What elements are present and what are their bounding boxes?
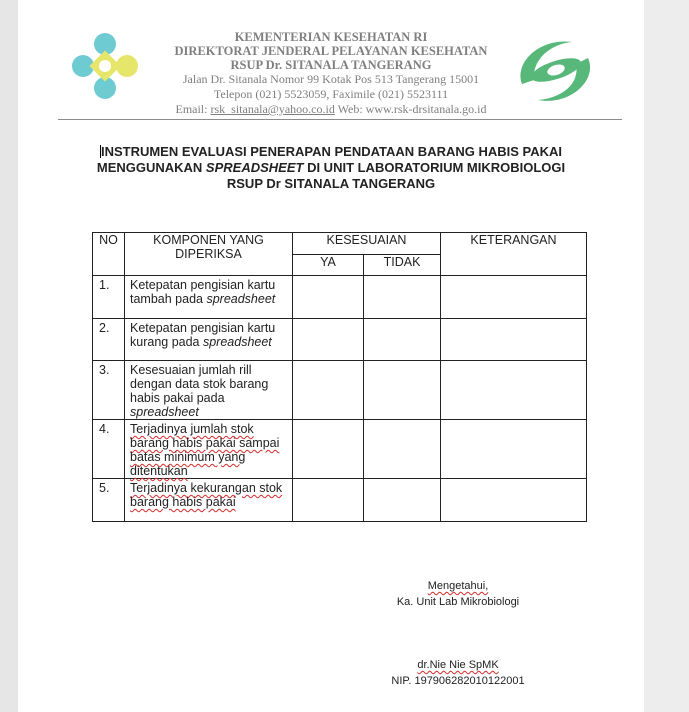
title-line-3: RSUP Dr SITANALA TANGERANG [226,176,436,191]
letterhead-hospital: RSUP Dr. SITANALA TANGERANG [230,58,432,72]
signature-name: dr.Nie Nie SpMK [417,659,499,671]
cell-keterangan[interactable] [441,479,587,522]
letterhead-directorate: DIREKTORAT JENDERAL PELAYANAN KESEHATAN [174,44,488,58]
row-number: 3. [93,361,125,420]
cell-keterangan[interactable] [441,361,587,420]
document-title [18,144,644,192]
row-komponen: Ketepatan pengisian kartu kurang pada spreadsheet [125,319,293,361]
cell-keterangan[interactable] [441,276,587,319]
row-number: 2. [93,319,125,361]
header-komponen: KOMPONEN YANG DIPERIKSA [125,233,293,276]
title-line-2: MENGGUNAKAN SPREADSHEET DI UNIT LABORATORIUM MIKROBIOLOGI [96,160,566,175]
hospital-logo-icon [510,32,600,110]
table-row [93,479,587,522]
row-number: 1. [93,276,125,319]
signature-mengetahui: Mengetahui, [427,580,489,592]
cell-ya[interactable] [293,479,364,522]
document-page[interactable] [18,0,644,712]
cell-tidak[interactable] [364,479,441,522]
row-komponen: Terjadinya jumlah stok barang habis pakai sampai batas minimum yang ditentukan [125,420,293,479]
title-line-1: INSTRUMEN EVALUASI PENERAPAN PENDATAAN BARANG HABIS PAKAI [100,144,563,159]
web-text: Web: www.rsk-drsitanala.go.id [334,102,487,116]
table-row [93,420,587,479]
table-row [93,361,587,420]
cell-tidak[interactable] [364,420,441,479]
header-ya: YA [293,255,364,276]
header-tidak: TIDAK [364,255,441,276]
cell-tidak[interactable] [364,276,441,319]
signature-name-block [368,657,548,689]
cell-ya[interactable] [293,276,364,319]
email-label: Email: [175,102,211,116]
evaluation-table [92,232,587,522]
cell-ya[interactable] [293,420,364,479]
header-no: NO [93,233,125,276]
signature-role: Ka. Unit Lab Mikrobiologi [396,596,520,608]
row-komponen: Terjadinya kekurangan stok barang habis pakai [125,479,293,522]
cell-tidak[interactable] [364,361,441,420]
header-keterangan: KETERANGAN [441,233,587,276]
table-row [93,276,587,319]
page-margin-area [644,0,689,712]
letterhead-phone: Telepon (021) 5523059, Faximile (021) 5523111 [213,87,449,101]
letterhead-divider [58,119,622,120]
cell-ya[interactable] [293,319,364,361]
header-kesesuaian: KESESUAIAN [293,233,441,255]
cell-keterangan[interactable] [441,319,587,361]
cell-ya[interactable] [293,361,364,420]
cell-tidak[interactable] [364,319,441,361]
row-number: 4. [93,420,125,479]
email-link[interactable]: rsk_sitanala@yahoo.co.id [210,102,335,116]
row-number: 5. [93,479,125,522]
letterhead-ministry: KEMENTERIAN KESEHATAN RI [234,30,428,44]
signature-nip: NIP. 197906282010122001 [391,675,525,687]
letterhead-address: Jalan Dr. Sitanala Nomor 99 Kotak Pos 513 Tangerang 15001 [182,72,480,86]
table-row [93,319,587,361]
row-komponen: Ketepatan pengisian kartu tambah pada spreadsheet [125,276,293,319]
row-komponen: Kesesuaian jumlah rill dengan data stok barang habis pakai pada spreadsheet [125,361,293,420]
cell-keterangan[interactable] [441,420,587,479]
signature-block [368,578,548,610]
